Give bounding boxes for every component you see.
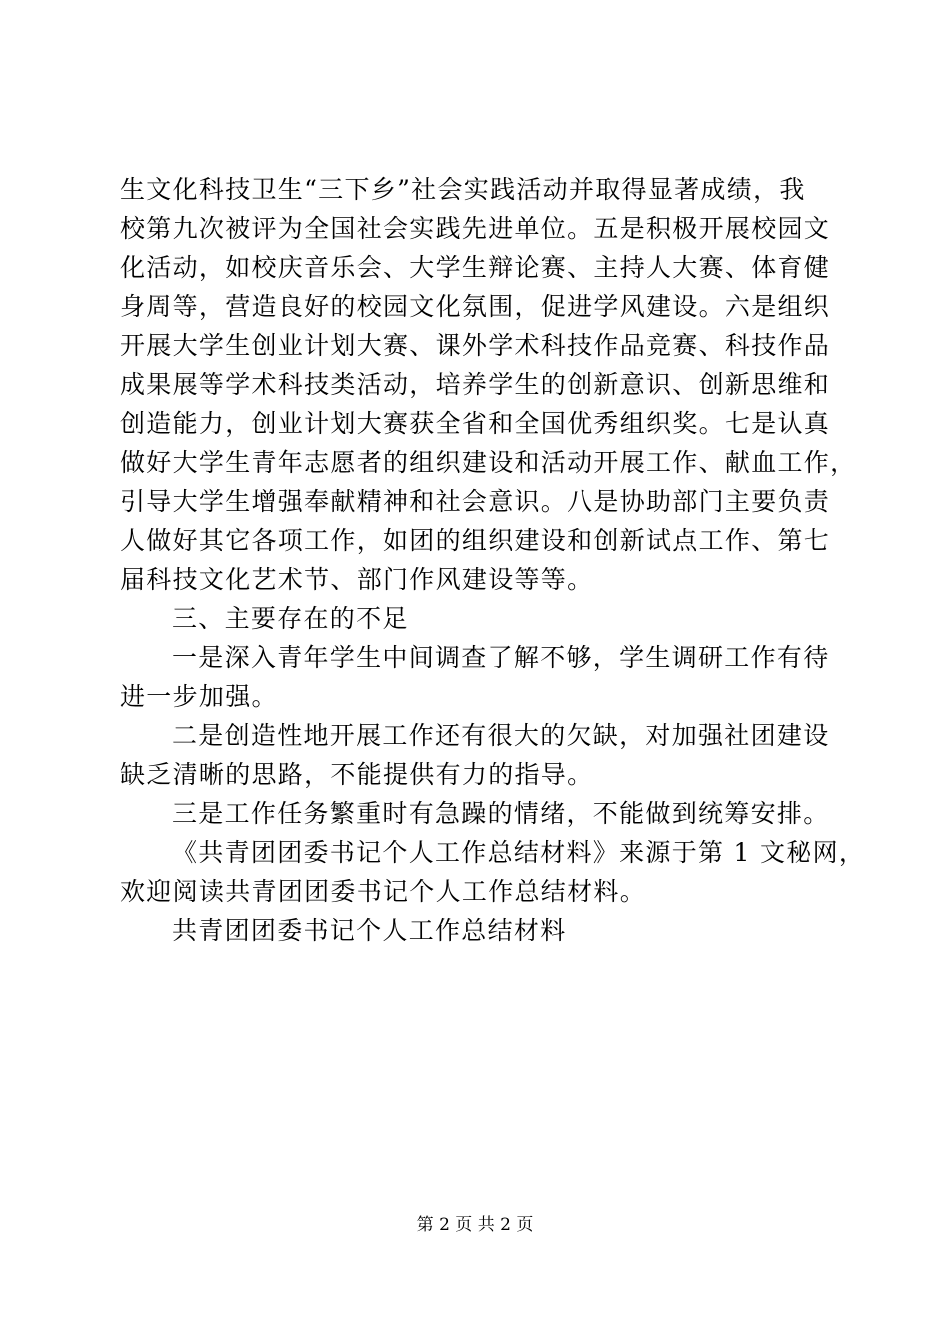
text-line: 人做好其它各项工作，如团的组织建设和创新试点工作、第七 — [120, 526, 831, 555]
text-line: 化活动，如校庆音乐会、大学生辩论赛、主持人大赛、体育健 — [120, 253, 831, 282]
source-note: 《共青团团委书记个人工作总结材料》来源于第 1 文秘网， — [172, 838, 866, 867]
text-line: 创造能力，创业计划大赛获全省和全国优秀组织奖。七是认真 — [120, 409, 831, 438]
document-body — [120, 170, 866, 950]
section-heading: 三、主要存在的不足 — [172, 604, 409, 633]
text-line: 二是创造性地开展工作还有很大的欠缺，对加强社团建设 — [172, 721, 830, 750]
text-line: 身周等，营造良好的校园文化氛围，促进学风建设。六是组织 — [120, 292, 831, 321]
text-line: 一是深入青年学生中间调查了解不够，学生调研工作有待 — [172, 643, 830, 672]
text-line: 开展大学生创业计划大赛、课外学术科技作品竞赛、科技作品 — [120, 331, 831, 360]
text-line: 缺乏清晰的思路，不能提供有力的指导。 — [120, 760, 594, 789]
text-line: 校第九次被评为全国社会实践先进单位。五是积极开展校园文 — [120, 214, 831, 243]
page-number-footer: 第 2 页 共 2 页 — [416, 1215, 534, 1235]
text-line: 届科技文化艺术节、部门作风建设等等。 — [120, 565, 594, 594]
text-line: 三是工作任务繁重时有急躁的情绪，不能做到统筹安排。 — [172, 799, 830, 828]
text-line: 引导大学生增强奉献精神和社会意识。八是协助部门主要负责 — [120, 487, 831, 516]
text-line: 做好大学生青年志愿者的组织建设和活动开展工作、献血工作， — [120, 448, 857, 477]
text-line: 生文化科技卫生“三下乡”社会实践活动并取得显著成绩，我 — [120, 175, 806, 204]
closing-title: 共青团团委书记个人工作总结材料 — [172, 916, 567, 945]
text-line: 进一步加强。 — [120, 682, 278, 711]
source-note: 欢迎阅读共青团团委书记个人工作总结材料。 — [120, 877, 647, 906]
text-line: 成果展等学术科技类活动，培养学生的创新意识、创新思维和 — [120, 370, 831, 399]
